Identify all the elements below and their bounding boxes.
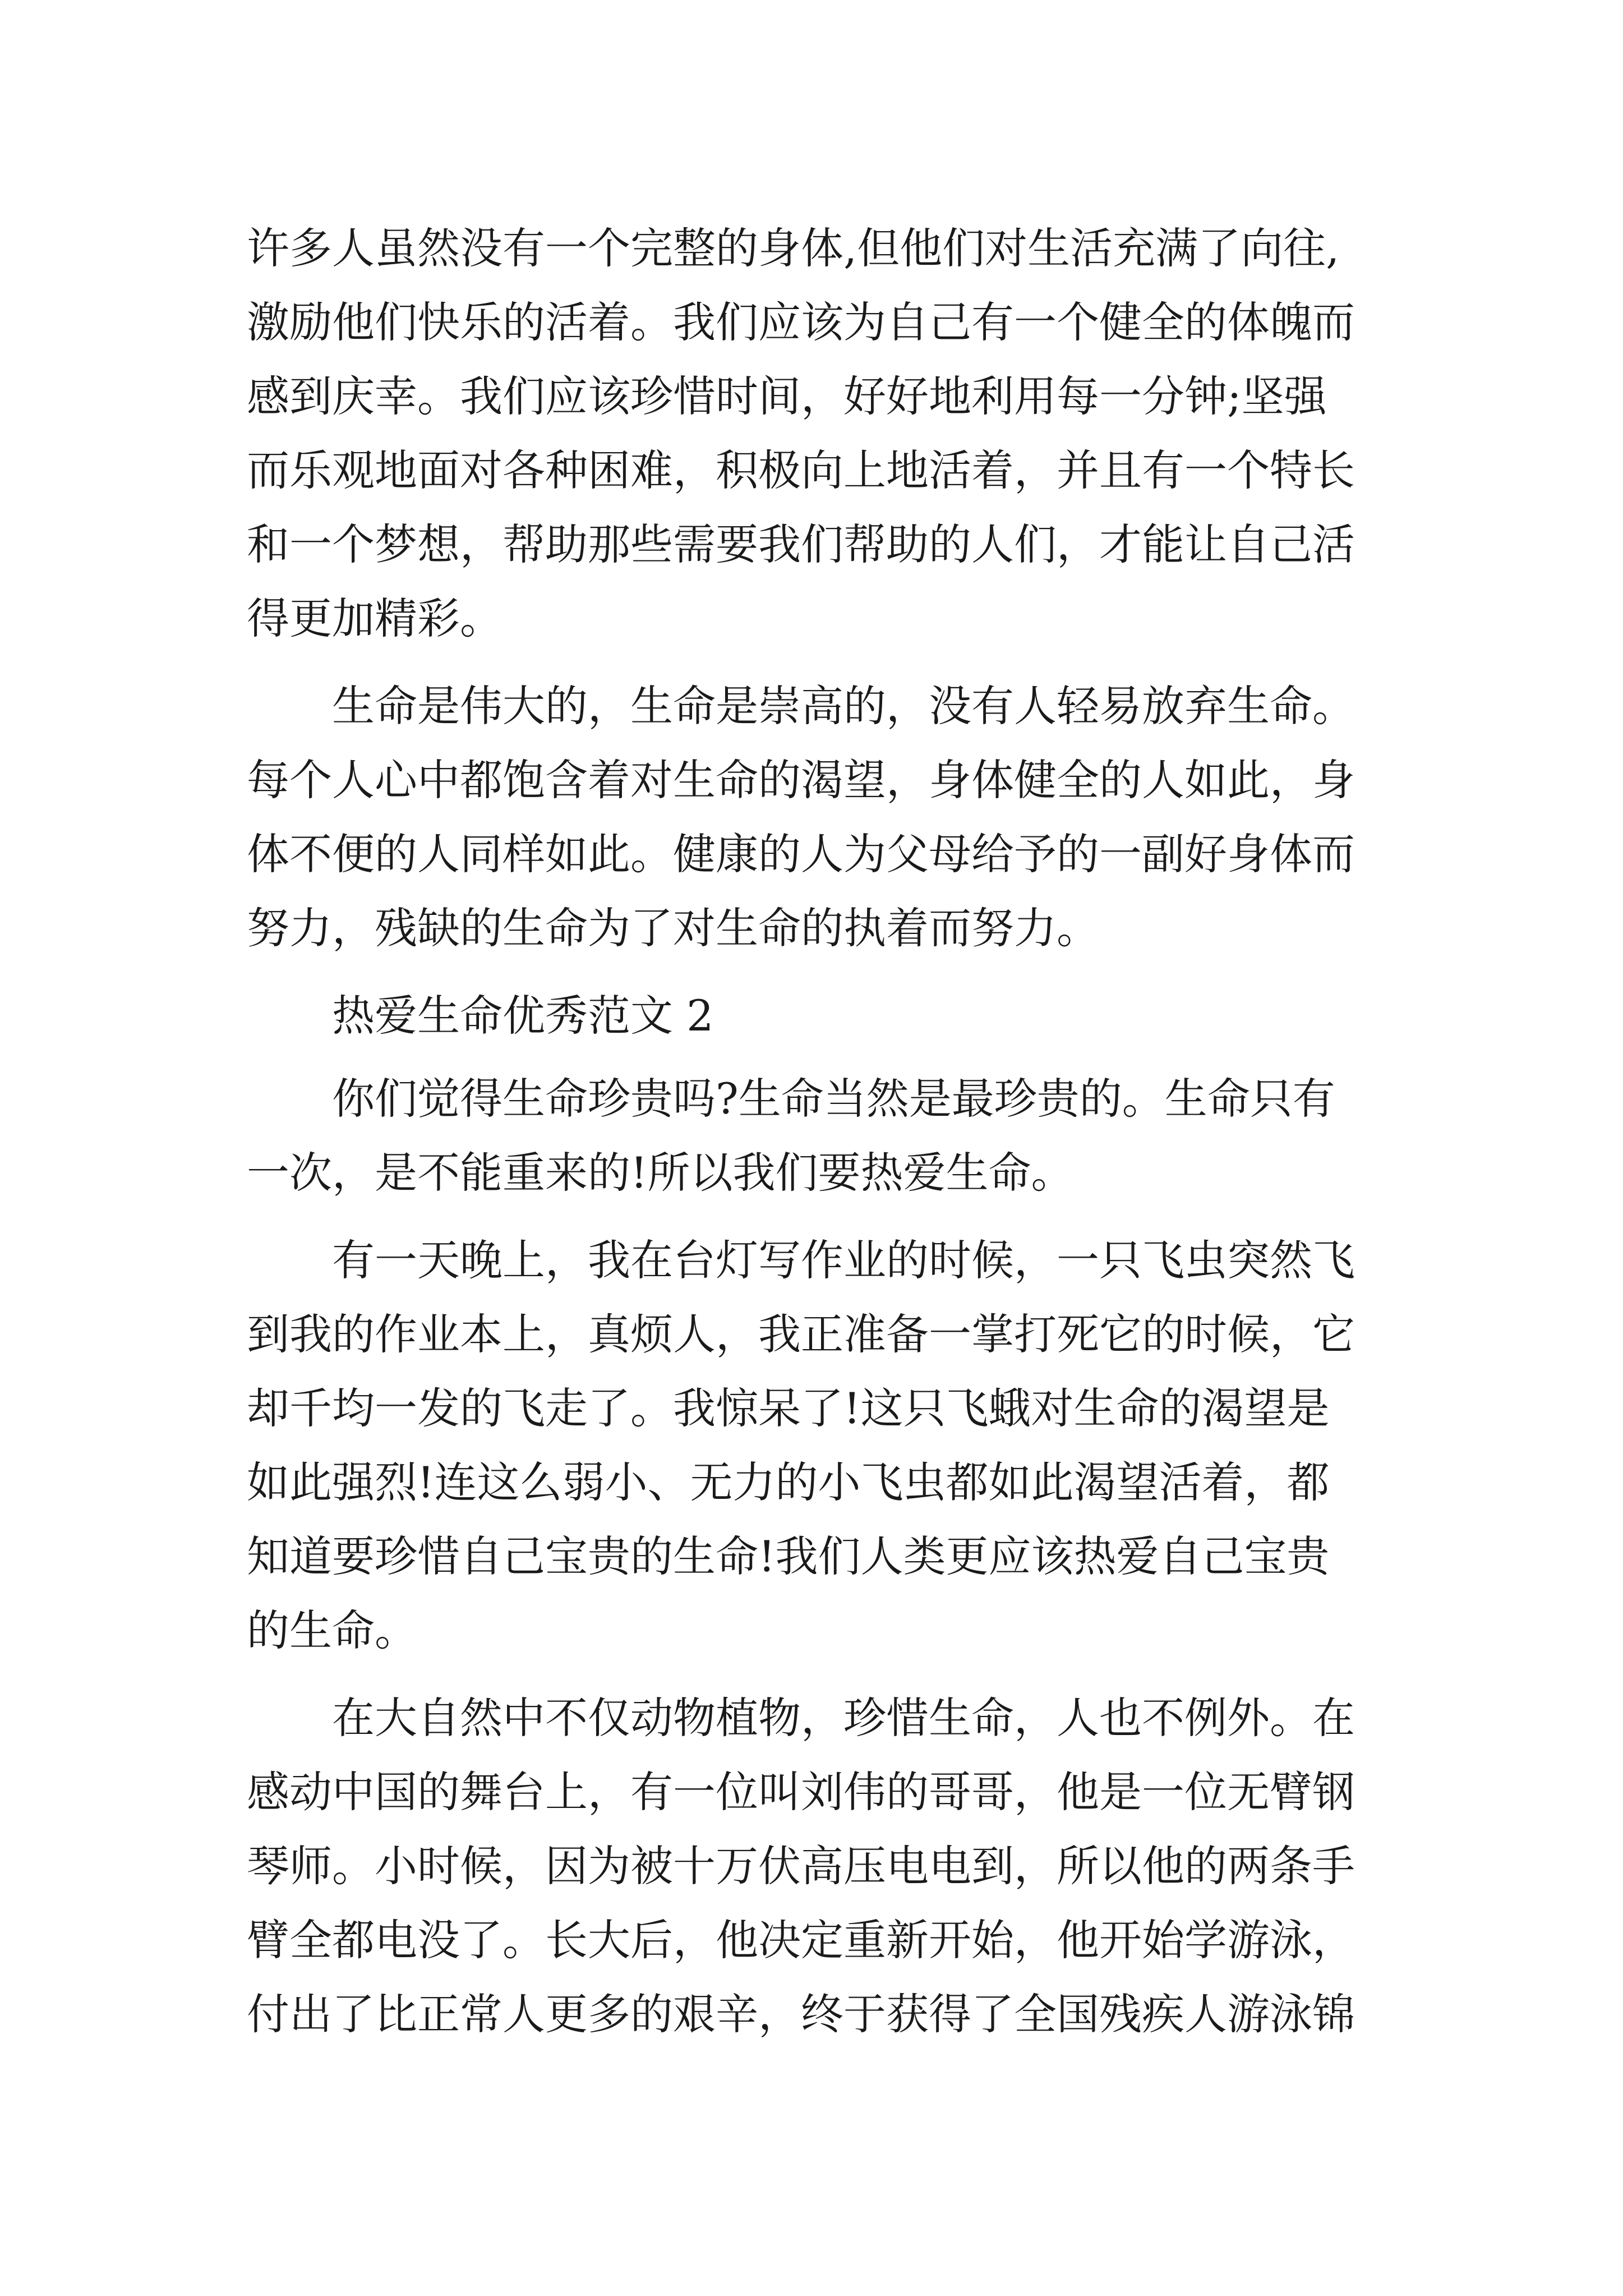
text-line: 和一个梦想，帮助那些需要我们帮助的人们，才能让自己活	[247, 519, 1355, 569]
text-line: 生命是伟大的，生命是崇高的，没有人轻易放弃生命。	[332, 681, 1355, 731]
text-line: 如此强烈!连这么弱小、无力的小飞虫都如此渴望活着，都	[247, 1457, 1330, 1507]
text-line: 臂全都电没了。长大后，他决定重新开始，他开始学游泳，	[247, 1915, 1355, 1965]
text-line: 到我的作业本上，真烦人，我正准备一掌打死它的时候，它	[247, 1309, 1355, 1359]
text-line: 体不便的人同样如此。健康的人为父母给予的一副好身体而	[247, 829, 1355, 879]
text-line: 在大自然中不仅动物植物，珍惜生命，人也不例外。在	[332, 1693, 1355, 1743]
text-line: 琴师。小时候，因为被十万伏高压电电到，所以他的两条手	[247, 1841, 1355, 1891]
text-line: 每个人心中都饱含着对生命的渴望，身体健全的人如此，身	[247, 755, 1355, 805]
section-heading: 热爱生命优秀范文 2	[332, 991, 714, 1041]
text-line: 的生命。	[247, 1605, 417, 1655]
text-line: 一次，是不能重来的!所以我们要热爱生命。	[247, 1148, 1074, 1198]
text-line: 有一天晚上，我在台灯写作业的时候，一只飞虫突然飞	[332, 1235, 1355, 1285]
text-line: 激励他们快乐的活着。我们应该为自己有一个健全的体魄而	[247, 297, 1355, 347]
text-line: 感动中国的舞台上，有一位叫刘伟的哥哥，他是一位无臂钢	[247, 1767, 1355, 1817]
text-line: 而乐观地面对各种困难，积极向上地活着，并且有一个特长	[247, 445, 1355, 495]
text-line: 许多人虽然没有一个完整的身体,但他们对生活充满了向往,	[247, 223, 1340, 273]
text-line: 感到庆幸。我们应该珍惜时间，好好地利用每一分钟;坚强	[247, 371, 1327, 421]
text-line: 你们觉得生命珍贵吗?生命当然是最珍贵的。生命只有	[332, 1074, 1335, 1124]
text-line: 得更加精彩。	[247, 593, 502, 643]
text-line: 努力，残缺的生命为了对生命的执着而努力。	[247, 903, 1099, 953]
text-line: 却千均一发的飞走了。我惊呆了!这只飞蛾对生命的渴望是	[247, 1383, 1330, 1433]
text-line: 付出了比正常人更多的艰辛，终于获得了全国残疾人游泳锦	[247, 1989, 1355, 2039]
text-line: 知道要珍惜自己宝贵的生命!我们人类更应该热爱自己宝贵	[247, 1531, 1330, 1581]
